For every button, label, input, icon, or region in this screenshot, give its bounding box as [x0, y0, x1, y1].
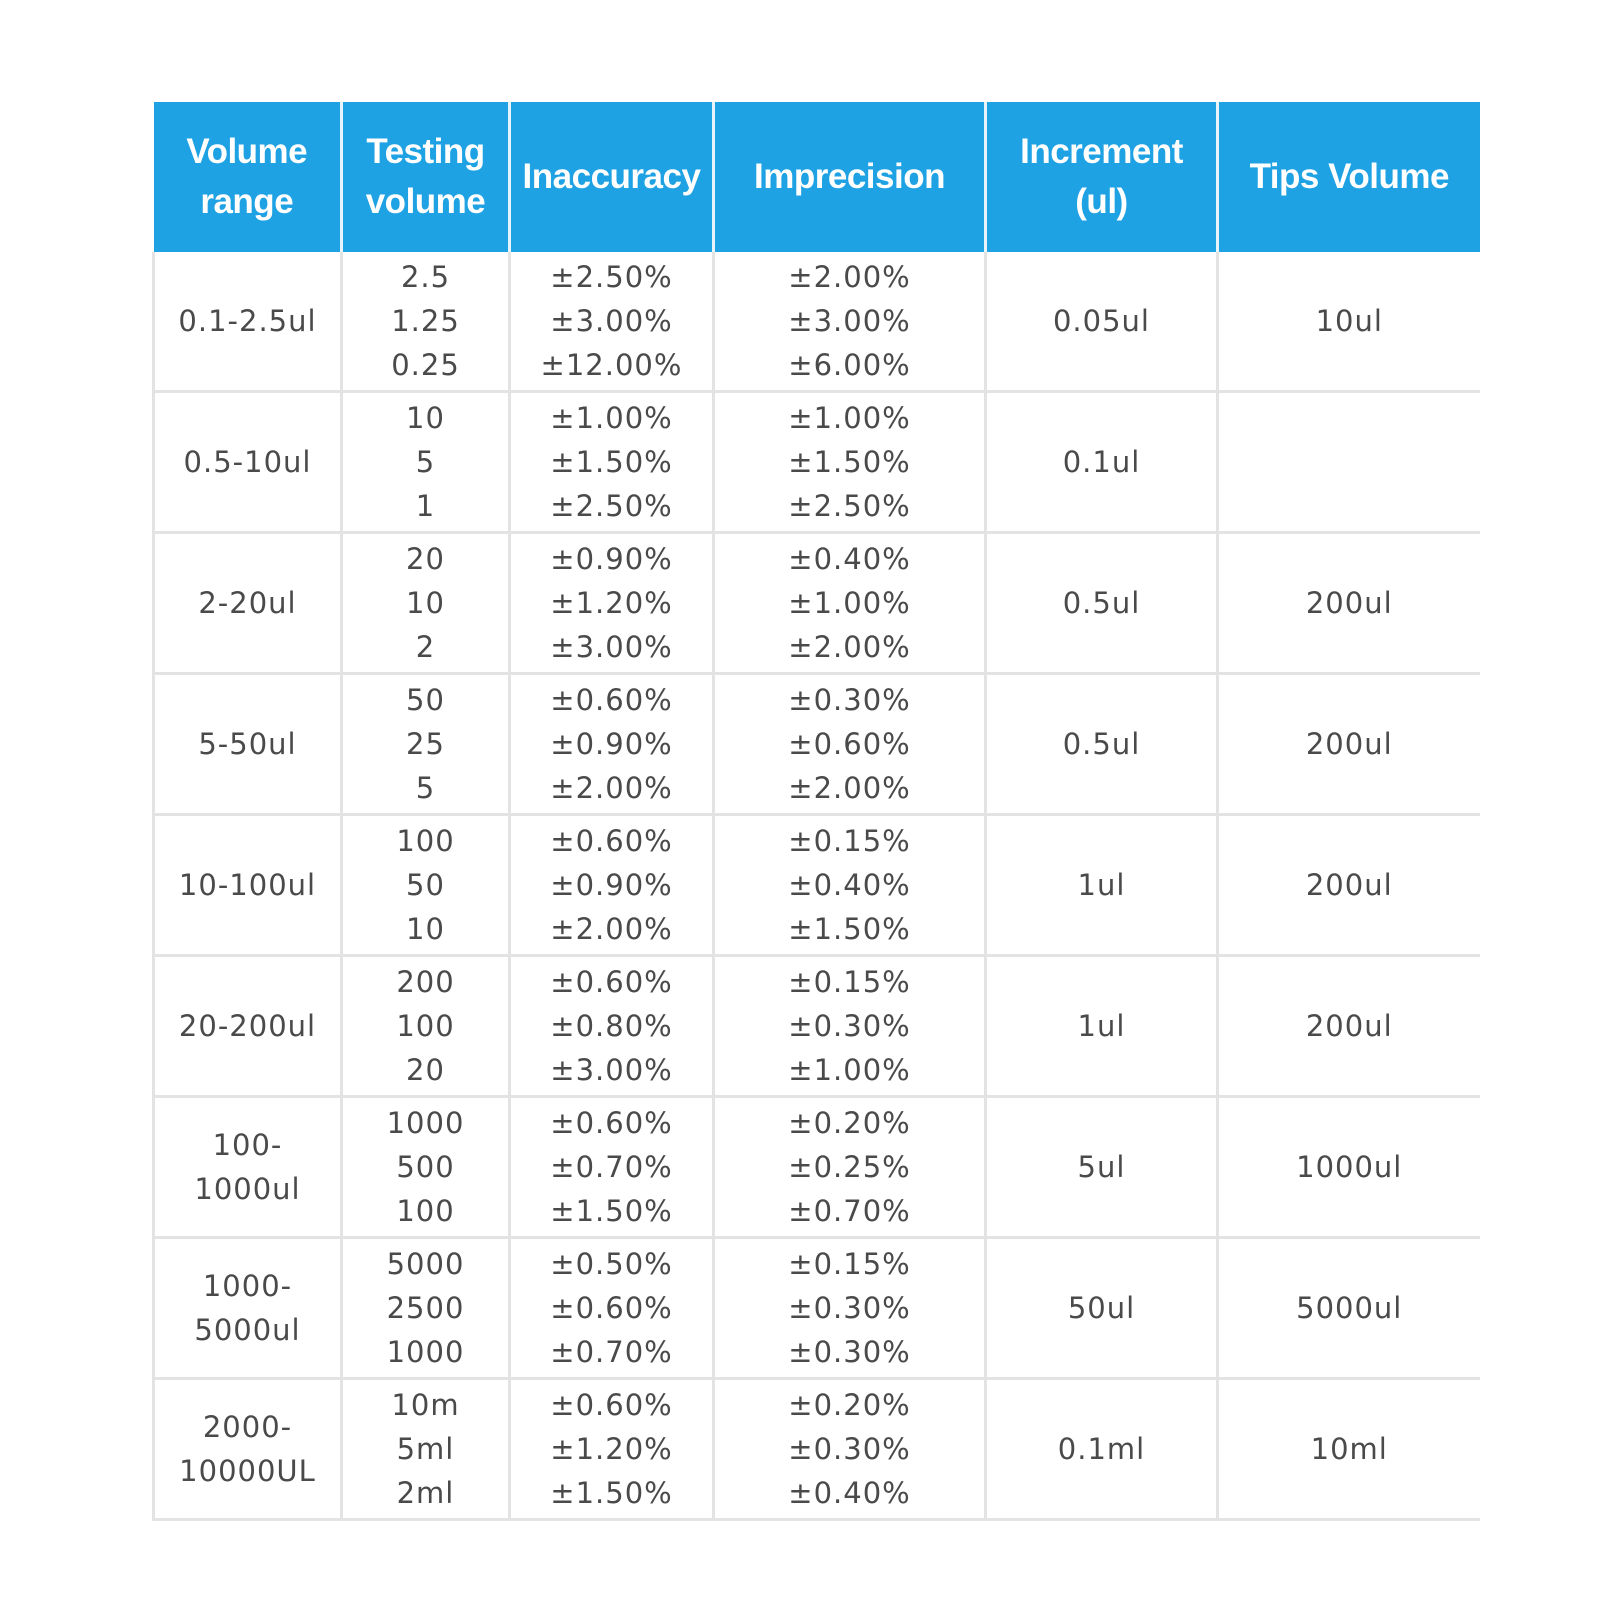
imprecision-cell-line: ±0.30% — [788, 1291, 911, 1325]
imprecision-cell-line: ±0.30% — [788, 1335, 911, 1369]
testing-volume-cell — [342, 674, 510, 815]
table-row — [154, 392, 1480, 533]
inaccuracy-cell — [510, 815, 714, 956]
inaccuracy-cell-line: ±0.90% — [550, 727, 673, 761]
tips-volume-cell — [1218, 1097, 1480, 1238]
inaccuracy-cell — [510, 956, 714, 1097]
testing-volume-cell-line: 200 — [396, 965, 455, 999]
increment-cell — [986, 252, 1218, 392]
testing-volume-cell — [342, 533, 510, 674]
header-label-line: Increment — [1020, 132, 1183, 171]
imprecision-cell-line: ±2.00% — [788, 260, 911, 294]
imprecision-cell — [714, 533, 986, 674]
header-row — [154, 102, 1480, 252]
imprecision-cell — [714, 252, 986, 392]
increment-cell — [986, 1379, 1218, 1520]
testing-volume-cell-line: 50 — [406, 683, 445, 717]
testing-volume-cell-line: 1.25 — [391, 304, 460, 338]
imprecision-cell-line: ±1.00% — [788, 401, 911, 435]
table-row — [154, 815, 1480, 956]
imprecision-cell-line: ±2.00% — [788, 771, 911, 805]
testing-volume-cell-line: 100 — [396, 1194, 455, 1228]
inaccuracy-cell-line: ±1.00% — [550, 401, 673, 435]
imprecision-cell-line: ±0.70% — [788, 1194, 911, 1228]
imprecision-cell-line: ±0.20% — [788, 1106, 911, 1140]
volume-range-cell-line: 5000ul — [194, 1313, 301, 1347]
volume-range-cell-line: 1000- — [202, 1269, 293, 1303]
inaccuracy-cell-line: ±2.00% — [550, 912, 673, 946]
tips-volume-cell — [1218, 252, 1480, 392]
imprecision-cell-line: ±0.60% — [788, 727, 911, 761]
volume-range-cell-line: 1000ul — [194, 1172, 301, 1206]
increment-cell — [986, 815, 1218, 956]
imprecision-cell — [714, 1238, 986, 1379]
testing-volume-cell — [342, 1379, 510, 1520]
header-testing-volume — [342, 102, 510, 252]
inaccuracy-cell — [510, 1097, 714, 1238]
volume-range-cell-line: 0.1-2.5ul — [178, 304, 317, 338]
volume-range-cell-line: 10000UL — [179, 1454, 316, 1488]
imprecision-cell-line: ±0.25% — [788, 1150, 911, 1184]
volume-range-cell — [154, 1379, 342, 1520]
inaccuracy-cell-line: ±1.50% — [550, 1194, 673, 1228]
header-label-line: Inaccuracy — [522, 157, 701, 196]
increment-cell-value: 1ul — [1077, 1009, 1126, 1043]
volume-range-cell-line: 2000- — [202, 1410, 293, 1444]
table-row — [154, 1379, 1480, 1520]
header-increment — [986, 102, 1218, 252]
table-row — [154, 1097, 1480, 1238]
testing-volume-cell-line: 100 — [396, 824, 455, 858]
increment-cell — [986, 1238, 1218, 1379]
testing-volume-cell-line: 25 — [406, 727, 445, 761]
tips-volume-cell — [1218, 956, 1480, 1097]
imprecision-cell-line: ±2.00% — [788, 630, 911, 664]
volume-range-cell — [154, 1238, 342, 1379]
testing-volume-cell — [342, 392, 510, 533]
inaccuracy-cell-line: ±0.70% — [550, 1150, 673, 1184]
inaccuracy-cell-line: ±2.00% — [550, 771, 673, 805]
increment-cell — [986, 1097, 1218, 1238]
testing-volume-cell — [342, 815, 510, 956]
tips-volume-cell-value: 200ul — [1305, 727, 1393, 761]
inaccuracy-cell-line: ±0.60% — [550, 1291, 673, 1325]
tips-volume-cell — [1218, 674, 1480, 815]
inaccuracy-cell-line: ±3.00% — [550, 630, 673, 664]
increment-cell-value: 0.5ul — [1062, 586, 1141, 620]
testing-volume-cell-line: 20 — [406, 1053, 445, 1087]
tips-volume-cell-value: 200ul — [1305, 868, 1393, 902]
inaccuracy-cell-line: ±0.80% — [550, 1009, 673, 1043]
inaccuracy-cell-line: ±0.70% — [550, 1335, 673, 1369]
inaccuracy-cell-line: ±1.50% — [550, 1476, 673, 1510]
header-imprecision — [714, 102, 986, 252]
inaccuracy-cell-line: ±2.50% — [550, 260, 673, 294]
inaccuracy-cell-line: ±3.00% — [550, 304, 673, 338]
imprecision-cell — [714, 674, 986, 815]
tips-volume-cell-value: 1000ul — [1296, 1150, 1403, 1184]
imprecision-cell — [714, 1379, 986, 1520]
imprecision-cell-line: ±0.15% — [788, 1247, 911, 1281]
imprecision-cell-line: ±1.00% — [788, 1053, 911, 1087]
volume-range-cell — [154, 956, 342, 1097]
testing-volume-cell — [342, 1238, 510, 1379]
volume-range-cell — [154, 674, 342, 815]
volume-range-cell-line: 0.5-10ul — [183, 445, 312, 479]
inaccuracy-cell-line: ±0.60% — [550, 683, 673, 717]
imprecision-cell-line: ±6.00% — [788, 348, 911, 382]
header-volume-range — [154, 102, 342, 252]
inaccuracy-cell-line: ±1.20% — [550, 586, 673, 620]
increment-cell-value: 1ul — [1077, 868, 1126, 902]
testing-volume-cell-line: 500 — [396, 1150, 455, 1184]
testing-volume-cell-line: 1000 — [386, 1106, 465, 1140]
imprecision-cell-line: ±0.30% — [788, 1009, 911, 1043]
increment-cell-value: 0.1ml — [1057, 1432, 1146, 1466]
volume-range-cell-line: 2-20ul — [198, 586, 297, 620]
header-inaccuracy — [510, 102, 714, 252]
table-row — [154, 1238, 1480, 1379]
testing-volume-cell-line: 1000 — [386, 1335, 465, 1369]
imprecision-cell — [714, 392, 986, 533]
testing-volume-cell-line: 2 — [415, 630, 436, 664]
inaccuracy-cell-line: ±0.60% — [550, 1388, 673, 1422]
inaccuracy-cell — [510, 252, 714, 392]
imprecision-cell-line: ±1.50% — [788, 912, 911, 946]
tips-volume-cell-value: 200ul — [1305, 586, 1393, 620]
table-row — [154, 252, 1480, 392]
inaccuracy-cell-line: ±0.60% — [550, 965, 673, 999]
testing-volume-cell-line: 5 — [415, 445, 436, 479]
testing-volume-cell-line: 10 — [406, 586, 445, 620]
imprecision-cell-line: ±0.15% — [788, 824, 911, 858]
header-label-line: Tips Volume — [1249, 157, 1449, 196]
tips-volume-cell-value: 10ml — [1310, 1432, 1388, 1466]
header-label-line: Imprecision — [754, 157, 945, 196]
tips-volume-cell — [1218, 815, 1480, 956]
table-header — [154, 102, 1480, 252]
imprecision-cell — [714, 1097, 986, 1238]
increment-cell-value: 0.05ul — [1052, 304, 1150, 338]
testing-volume-cell-line: 50 — [406, 868, 445, 902]
testing-volume-cell-line: 2500 — [386, 1291, 465, 1325]
tips-volume-cell — [1218, 1379, 1480, 1520]
imprecision-cell-line: ±0.40% — [788, 868, 911, 902]
imprecision-cell-line: ±0.40% — [788, 1476, 911, 1510]
inaccuracy-cell-line: ±12.00% — [540, 348, 683, 382]
increment-cell — [986, 533, 1218, 674]
testing-volume-cell-line: 10 — [406, 401, 445, 435]
testing-volume-cell — [342, 956, 510, 1097]
tips-volume-cell — [1218, 1238, 1480, 1379]
header-label-line: range — [200, 182, 294, 221]
imprecision-cell-line: ±0.30% — [788, 1432, 911, 1466]
imprecision-cell — [714, 956, 986, 1097]
imprecision-cell-line: ±0.30% — [788, 683, 911, 717]
volume-range-cell — [154, 533, 342, 674]
testing-volume-cell-line: 10m — [391, 1388, 460, 1422]
inaccuracy-cell — [510, 392, 714, 533]
increment-cell-value: 5ul — [1077, 1150, 1126, 1184]
table-row — [154, 533, 1480, 674]
tips-volume-cell-value: 200ul — [1305, 1009, 1393, 1043]
header-tips-volume — [1218, 102, 1480, 252]
inaccuracy-cell — [510, 1238, 714, 1379]
testing-volume-cell — [342, 252, 510, 392]
table-row — [154, 956, 1480, 1097]
inaccuracy-cell-line: ±2.50% — [550, 489, 673, 523]
imprecision-cell-line: ±0.20% — [788, 1388, 911, 1422]
header-label-line: volume — [365, 182, 486, 221]
testing-volume-cell-line: 20 — [406, 542, 445, 576]
testing-volume-cell-line: 10 — [406, 912, 445, 946]
header-label-line: Testing — [366, 132, 485, 171]
inaccuracy-cell-line: ±0.90% — [550, 542, 673, 576]
increment-cell — [986, 392, 1218, 533]
inaccuracy-cell — [510, 1379, 714, 1520]
volume-range-cell-line: 10-100ul — [178, 868, 317, 902]
pipette-spec-table — [152, 102, 1480, 1521]
header-label-line: Volume — [186, 132, 308, 171]
testing-volume-cell-line: 2ml — [396, 1476, 455, 1510]
increment-cell — [986, 674, 1218, 815]
increment-cell — [986, 956, 1218, 1097]
imprecision-cell-line: ±0.40% — [788, 542, 911, 576]
testing-volume-cell-line: 100 — [396, 1009, 455, 1043]
volume-range-cell — [154, 252, 342, 392]
imprecision-cell-line: ±1.50% — [788, 445, 911, 479]
testing-volume-cell-line: 5ml — [396, 1432, 455, 1466]
volume-range-cell — [154, 815, 342, 956]
inaccuracy-cell-line: ±0.60% — [550, 1106, 673, 1140]
testing-volume-cell-line: 5000 — [386, 1247, 465, 1281]
table-row — [154, 674, 1480, 815]
tips-volume-cell-value: 10ul — [1315, 304, 1383, 338]
inaccuracy-cell-line: ±1.20% — [550, 1432, 673, 1466]
imprecision-cell-line: ±1.00% — [788, 586, 911, 620]
testing-volume-cell-line: 5 — [415, 771, 436, 805]
imprecision-cell-line: ±0.15% — [788, 965, 911, 999]
inaccuracy-cell — [510, 674, 714, 815]
testing-volume-cell-line: 0.25 — [391, 348, 460, 382]
inaccuracy-cell-line: ±0.90% — [550, 868, 673, 902]
imprecision-cell-line: ±3.00% — [788, 304, 911, 338]
imprecision-cell-line: ±2.50% — [788, 489, 911, 523]
header-label-line: (ul) — [1075, 182, 1128, 221]
inaccuracy-cell-line: ±0.50% — [550, 1247, 673, 1281]
inaccuracy-cell-line: ±0.60% — [550, 824, 673, 858]
testing-volume-cell-line: 2.5 — [400, 260, 451, 294]
inaccuracy-cell-line: ±3.00% — [550, 1053, 673, 1087]
volume-range-cell-line: 5-50ul — [198, 727, 297, 761]
increment-cell-value: 50ul — [1067, 1291, 1136, 1325]
tips-volume-cell — [1218, 533, 1480, 674]
imprecision-cell — [714, 815, 986, 956]
inaccuracy-cell — [510, 533, 714, 674]
volume-range-cell — [154, 1097, 342, 1238]
volume-range-cell-line: 20-200ul — [178, 1009, 317, 1043]
increment-cell-value: 0.1ul — [1062, 445, 1141, 479]
inaccuracy-cell-line: ±1.50% — [550, 445, 673, 479]
volume-range-cell-line: 100- — [212, 1128, 283, 1162]
table-body — [154, 252, 1480, 1520]
testing-volume-cell — [342, 1097, 510, 1238]
tips-volume-cell-value: 5000ul — [1296, 1291, 1403, 1325]
volume-range-cell — [154, 392, 342, 533]
increment-cell-value: 0.5ul — [1062, 727, 1141, 761]
tips-volume-cell — [1218, 392, 1480, 533]
testing-volume-cell-line: 1 — [415, 489, 436, 523]
